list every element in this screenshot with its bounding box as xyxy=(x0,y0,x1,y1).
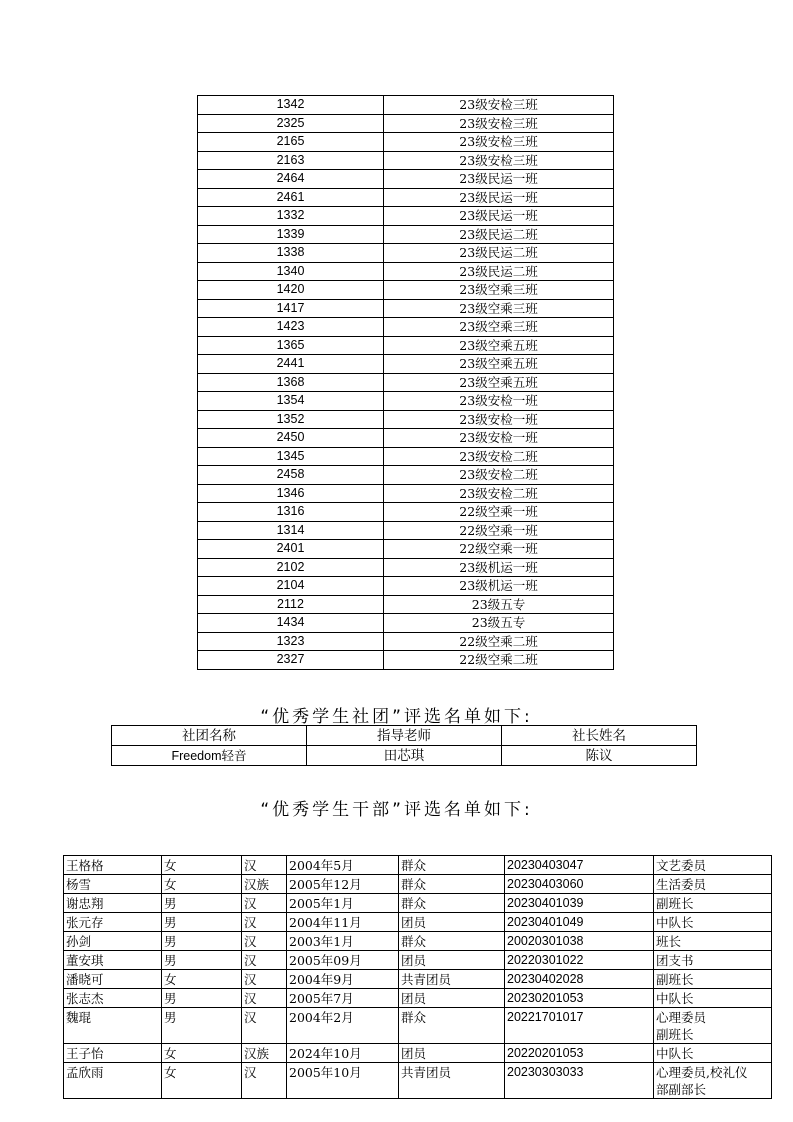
ethnicity-cell: 汉族 xyxy=(242,1044,287,1063)
class-name-cell: 23级安检二班 xyxy=(384,484,614,503)
student-id-cell: 20020301038 xyxy=(505,932,654,951)
president-cell: 陈议 xyxy=(502,746,697,766)
table-row xyxy=(64,1044,772,1063)
table-row xyxy=(198,632,614,651)
table-row xyxy=(198,225,614,244)
student-id-cell: 20230303033 xyxy=(505,1063,654,1099)
class-name-cell: 22级空乘一班 xyxy=(384,521,614,540)
club-table xyxy=(111,725,697,766)
table-row xyxy=(198,558,614,577)
student-number-cell: 2450 xyxy=(198,429,384,448)
table-row xyxy=(64,894,772,913)
birth-date-cell: 2005年10月 xyxy=(287,1063,399,1099)
table-row xyxy=(198,595,614,614)
political-status-cell: 团员 xyxy=(399,989,505,1008)
student-id-cell: 20220301022 xyxy=(505,951,654,970)
political-status-cell: 团员 xyxy=(399,1044,505,1063)
student-number-cell: 2464 xyxy=(198,170,384,189)
political-status-cell: 团员 xyxy=(399,951,505,970)
table-row xyxy=(198,540,614,559)
sex-cell: 男 xyxy=(162,1008,242,1044)
table-row xyxy=(198,577,614,596)
advisor-cell: 田芯琪 xyxy=(307,746,502,766)
political-status-cell: 群众 xyxy=(399,875,505,894)
student-number-cell: 1368 xyxy=(198,373,384,392)
political-status-cell: 群众 xyxy=(399,1008,505,1044)
student-number-cell: 1354 xyxy=(198,392,384,411)
table-row xyxy=(198,151,614,170)
birth-date-cell: 2004年9月 xyxy=(287,970,399,989)
student-id-cell: 20230201053 xyxy=(505,989,654,1008)
ethnicity-cell: 汉 xyxy=(242,951,287,970)
table-row xyxy=(198,614,614,633)
student-id-cell: 20230401039 xyxy=(505,894,654,913)
student-number-cell: 1339 xyxy=(198,225,384,244)
student-id-cell: 20230402028 xyxy=(505,970,654,989)
table-row xyxy=(198,484,614,503)
student-number-cell: 1316 xyxy=(198,503,384,522)
club-table-row xyxy=(112,746,697,766)
birth-date-cell: 2005年7月 xyxy=(287,989,399,1008)
political-status-cell: 共青团员 xyxy=(399,1063,505,1099)
student-number-cell: 1352 xyxy=(198,410,384,429)
student-number-cell: 2401 xyxy=(198,540,384,559)
class-name-cell: 22级空乘一班 xyxy=(384,540,614,559)
class-name-cell: 23级五专 xyxy=(384,614,614,633)
table-row xyxy=(198,170,614,189)
header-advisor: 指导老师 xyxy=(307,726,502,746)
name-cell: 张志杰 xyxy=(64,989,162,1008)
student-number-cell: 1420 xyxy=(198,281,384,300)
name-cell: 董安琪 xyxy=(64,951,162,970)
table-row xyxy=(64,913,772,932)
sex-cell: 女 xyxy=(162,856,242,875)
class-name-cell: 23级空乘五班 xyxy=(384,373,614,392)
student-id-cell: 20221701017 xyxy=(505,1008,654,1044)
birth-date-cell: 2004年2月 xyxy=(287,1008,399,1044)
student-number-cell: 2458 xyxy=(198,466,384,485)
table-row xyxy=(198,521,614,540)
ethnicity-cell: 汉 xyxy=(242,1008,287,1044)
class-name-cell: 23级民运二班 xyxy=(384,244,614,263)
table-row xyxy=(198,447,614,466)
position-cell: 中队长 xyxy=(654,1044,772,1063)
class-name-cell: 23级民运二班 xyxy=(384,262,614,281)
student-id-cell: 20220201053 xyxy=(505,1044,654,1063)
class-name-cell: 23级空乘三班 xyxy=(384,318,614,337)
table-row xyxy=(64,1063,772,1099)
club-list-heading: “优秀学生社团”评选名单如下: xyxy=(260,707,533,727)
ethnicity-cell: 汉 xyxy=(242,894,287,913)
position-cell: 中队长 xyxy=(654,989,772,1008)
name-cell: 谢忠翔 xyxy=(64,894,162,913)
student-number-cell: 1338 xyxy=(198,244,384,263)
table-row xyxy=(64,989,772,1008)
student-number-cell: 2327 xyxy=(198,651,384,670)
class-name-cell: 23级机运一班 xyxy=(384,577,614,596)
position-cell: 团支书 xyxy=(654,951,772,970)
birth-date-cell: 2003年1月 xyxy=(287,932,399,951)
student-number-cell: 1365 xyxy=(198,336,384,355)
student-id-cell: 20230403060 xyxy=(505,875,654,894)
class-name-cell: 23级安检二班 xyxy=(384,447,614,466)
sex-cell: 男 xyxy=(162,894,242,913)
ethnicity-cell: 汉 xyxy=(242,932,287,951)
class-name-cell: 23级民运二班 xyxy=(384,225,614,244)
student-number-cell: 2104 xyxy=(198,577,384,596)
class-name-cell: 23级空乘五班 xyxy=(384,336,614,355)
sex-cell: 男 xyxy=(162,951,242,970)
name-cell: 张元存 xyxy=(64,913,162,932)
class-name-cell: 23级安检三班 xyxy=(384,114,614,133)
political-status-cell: 群众 xyxy=(399,894,505,913)
header-club-name: 社团名称 xyxy=(112,726,307,746)
sex-cell: 女 xyxy=(162,970,242,989)
birth-date-cell: 2004年11月 xyxy=(287,913,399,932)
table-row xyxy=(198,207,614,226)
position-cell: 生活委员 xyxy=(654,875,772,894)
name-cell: 杨雪 xyxy=(64,875,162,894)
birth-date-cell: 2024年10月 xyxy=(287,1044,399,1063)
table-row xyxy=(198,262,614,281)
student-number-cell: 2441 xyxy=(198,355,384,374)
position-cell: 心理委员,校礼仪 部副部长 xyxy=(654,1063,772,1099)
table-row xyxy=(198,355,614,374)
sex-cell: 女 xyxy=(162,875,242,894)
student-number-cell: 2112 xyxy=(198,595,384,614)
ethnicity-cell: 汉 xyxy=(242,856,287,875)
class-name-cell: 23级机运一班 xyxy=(384,558,614,577)
table-row xyxy=(198,373,614,392)
student-number-cell: 2461 xyxy=(198,188,384,207)
name-cell: 王格格 xyxy=(64,856,162,875)
class-name-cell: 23级安检一班 xyxy=(384,429,614,448)
student-number-cell: 1314 xyxy=(198,521,384,540)
ethnicity-cell: 汉 xyxy=(242,1063,287,1099)
position-cell: 副班长 xyxy=(654,894,772,913)
political-status-cell: 团员 xyxy=(399,913,505,932)
header-president: 社长姓名 xyxy=(502,726,697,746)
ethnicity-cell: 汉 xyxy=(242,989,287,1008)
student-number-cell: 1342 xyxy=(198,96,384,115)
class-name-cell: 23级安检三班 xyxy=(384,96,614,115)
table-row xyxy=(64,875,772,894)
student-number-cell: 1434 xyxy=(198,614,384,633)
class-name-cell: 22级空乘二班 xyxy=(384,632,614,651)
table-row xyxy=(198,318,614,337)
position-cell: 班长 xyxy=(654,932,772,951)
class-name-cell: 23级民运一班 xyxy=(384,170,614,189)
position-cell: 心理委员 副班长 xyxy=(654,1008,772,1044)
table-row xyxy=(198,133,614,152)
political-status-cell: 群众 xyxy=(399,856,505,875)
class-name-cell: 23级空乘三班 xyxy=(384,281,614,300)
student-class-table xyxy=(197,95,614,670)
class-name-cell: 23级安检三班 xyxy=(384,133,614,152)
student-number-cell: 1332 xyxy=(198,207,384,226)
student-number-cell: 1423 xyxy=(198,318,384,337)
student-id-cell: 20230403047 xyxy=(505,856,654,875)
table-row xyxy=(198,651,614,670)
birth-date-cell: 2005年09月 xyxy=(287,951,399,970)
ethnicity-cell: 汉 xyxy=(242,970,287,989)
table-row xyxy=(198,114,614,133)
student-number-cell: 1346 xyxy=(198,484,384,503)
table-row xyxy=(198,503,614,522)
class-name-cell: 23级民运一班 xyxy=(384,188,614,207)
sex-cell: 女 xyxy=(162,1044,242,1063)
cadre-list-heading: “优秀学生干部”评选名单如下: xyxy=(260,800,533,820)
club-name-cell: Freedom轻音 xyxy=(112,746,307,766)
student-number-cell: 2163 xyxy=(198,151,384,170)
table-row xyxy=(198,392,614,411)
table-row xyxy=(64,970,772,989)
name-cell: 魏琨 xyxy=(64,1008,162,1044)
student-number-cell: 2325 xyxy=(198,114,384,133)
sex-cell: 男 xyxy=(162,913,242,932)
club-table-header-row xyxy=(112,726,697,746)
table-row xyxy=(198,96,614,115)
ethnicity-cell: 汉族 xyxy=(242,875,287,894)
student-id-cell: 20230401049 xyxy=(505,913,654,932)
ethnicity-cell: 汉 xyxy=(242,913,287,932)
political-status-cell: 共青团员 xyxy=(399,970,505,989)
birth-date-cell: 2005年12月 xyxy=(287,875,399,894)
cadre-table xyxy=(63,855,772,1099)
name-cell: 孟欣雨 xyxy=(64,1063,162,1099)
birth-date-cell: 2005年1月 xyxy=(287,894,399,913)
class-name-cell: 23级安检三班 xyxy=(384,151,614,170)
table-row xyxy=(198,299,614,318)
class-name-cell: 23级空乘三班 xyxy=(384,299,614,318)
position-cell: 副班长 xyxy=(654,970,772,989)
class-name-cell: 23级安检一班 xyxy=(384,410,614,429)
name-cell: 孙剑 xyxy=(64,932,162,951)
table-row xyxy=(198,281,614,300)
name-cell: 潘晓可 xyxy=(64,970,162,989)
table-row xyxy=(64,856,772,875)
student-number-cell: 1340 xyxy=(198,262,384,281)
class-name-cell: 22级空乘一班 xyxy=(384,503,614,522)
table-row xyxy=(198,429,614,448)
class-name-cell: 23级安检一班 xyxy=(384,392,614,411)
sex-cell: 男 xyxy=(162,932,242,951)
table-row xyxy=(198,336,614,355)
class-name-cell: 23级安检二班 xyxy=(384,466,614,485)
name-cell: 王子怡 xyxy=(64,1044,162,1063)
sex-cell: 女 xyxy=(162,1063,242,1099)
table-row xyxy=(64,1008,772,1044)
birth-date-cell: 2004年5月 xyxy=(287,856,399,875)
student-number-cell: 1323 xyxy=(198,632,384,651)
position-cell: 中队长 xyxy=(654,913,772,932)
table-row xyxy=(64,932,772,951)
student-number-cell: 1417 xyxy=(198,299,384,318)
table-row xyxy=(64,951,772,970)
student-number-cell: 1345 xyxy=(198,447,384,466)
student-number-cell: 2165 xyxy=(198,133,384,152)
student-number-cell: 2102 xyxy=(198,558,384,577)
political-status-cell: 群众 xyxy=(399,932,505,951)
table-row xyxy=(198,188,614,207)
sex-cell: 男 xyxy=(162,989,242,1008)
class-name-cell: 23级空乘五班 xyxy=(384,355,614,374)
table-row xyxy=(198,410,614,429)
table-row xyxy=(198,466,614,485)
class-name-cell: 22级空乘二班 xyxy=(384,651,614,670)
class-name-cell: 23级五专 xyxy=(384,595,614,614)
position-cell: 文艺委员 xyxy=(654,856,772,875)
table-row xyxy=(198,244,614,263)
class-name-cell: 23级民运一班 xyxy=(384,207,614,226)
